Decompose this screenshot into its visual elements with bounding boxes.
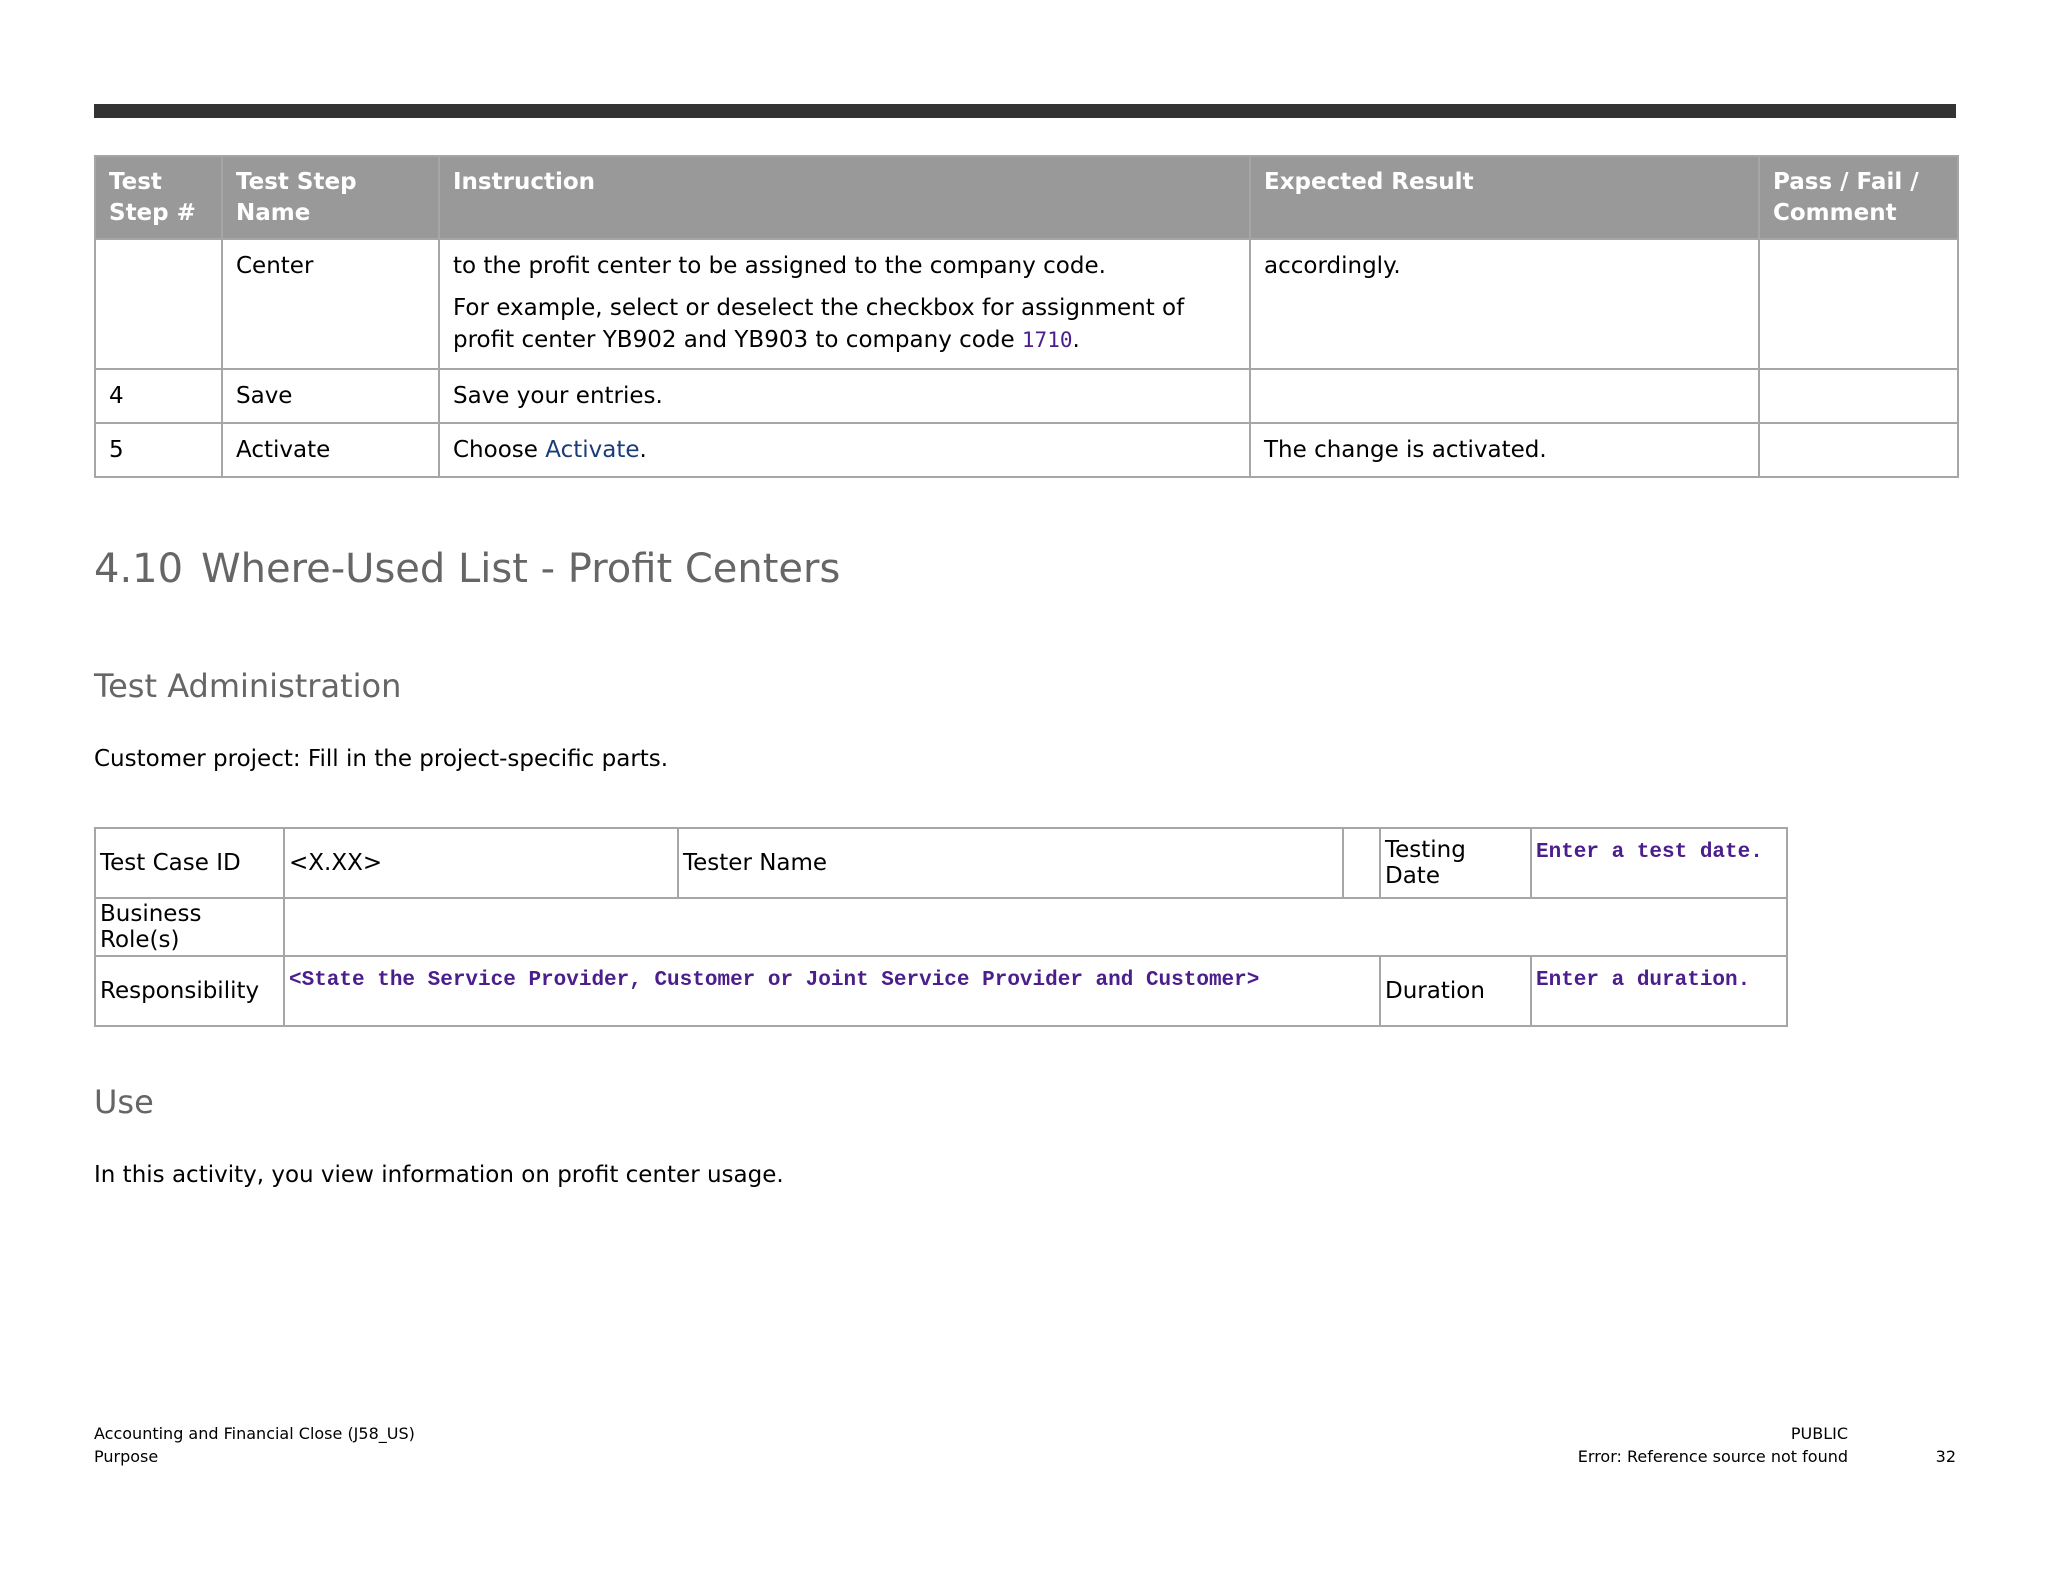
tester-name-label: Tester Name — [678, 828, 1343, 898]
table-row — [95, 239, 1958, 369]
responsibility-label: Responsibility — [95, 956, 284, 1026]
activate-link[interactable]: Activate — [545, 437, 640, 463]
step-instruction: Save your entries. — [439, 369, 1250, 423]
step-name: Center — [222, 239, 439, 369]
tester-name-value[interactable] — [1343, 828, 1380, 898]
responsibility-value[interactable]: <State the Service Provider, Customer or Joint Service Provider and Customer> — [284, 956, 1380, 1026]
instruction-text: to the profit center to be assigned to the company code. — [453, 253, 1106, 279]
section-number: 4.10 — [94, 546, 184, 592]
duration-label: Duration — [1380, 956, 1531, 1026]
header-rule — [94, 104, 1956, 118]
col-header-expected: Expected Result — [1250, 156, 1759, 239]
col-header-comment: Pass / Fail / Comment — [1759, 156, 1958, 239]
step-expected-result: accordingly. — [1250, 239, 1759, 369]
footer-chapter: Purpose — [94, 1447, 159, 1466]
test-case-id-value[interactable]: <X.XX> — [284, 828, 678, 898]
business-roles-value[interactable] — [284, 898, 1787, 956]
table-row — [95, 828, 1787, 898]
use-description: In this activity, you view information on profit center usage. — [94, 1162, 784, 1188]
instruction-text: For example, select or deselect the checkbox for assignment of profit center YB902 and YB903 to company code 1710. — [453, 295, 1185, 353]
step-expected-result: The change is activated. — [1250, 423, 1759, 477]
step-comment[interactable] — [1759, 239, 1958, 369]
step-comment[interactable] — [1759, 423, 1958, 477]
business-roles-label: Business Role(s) — [95, 898, 284, 956]
company-code: 1710 — [1021, 328, 1073, 352]
testing-date-label: Testing Date — [1380, 828, 1531, 898]
section-title: Where-Used List - Profit Centers — [201, 546, 841, 592]
footer-doc-title: Accounting and Financial Close (J58_US) — [94, 1424, 415, 1443]
step-expected-result — [1250, 369, 1759, 423]
step-number: 4 — [95, 369, 222, 423]
step-name: Save — [222, 369, 439, 423]
step-instruction — [439, 239, 1250, 369]
step-number — [95, 239, 222, 369]
footer-classification: PUBLIC — [1790, 1424, 1848, 1443]
use-heading: Use — [94, 1083, 154, 1121]
step-name: Activate — [222, 423, 439, 477]
test-steps-table — [94, 155, 1959, 478]
footer-right — [1578, 1422, 1848, 1468]
table-row — [95, 956, 1787, 1026]
footer-left — [94, 1422, 415, 1468]
table-row — [95, 423, 1958, 477]
testing-date-value[interactable]: Enter a test date. — [1531, 828, 1787, 898]
duration-value[interactable]: Enter a duration. — [1531, 956, 1787, 1026]
test-administration-heading: Test Administration — [94, 667, 402, 705]
page-number: 32 — [1935, 1447, 1956, 1466]
customer-project-note: Customer project: Fill in the project-specific parts. — [94, 746, 669, 772]
table-header-row — [95, 156, 1958, 239]
test-administration-table — [94, 827, 1788, 1027]
col-header-step: Test Step # — [95, 156, 222, 239]
step-instruction: Choose Activate. — [439, 423, 1250, 477]
table-row — [95, 898, 1787, 956]
test-case-id-label: Test Case ID — [95, 828, 284, 898]
step-comment[interactable] — [1759, 369, 1958, 423]
col-header-name: Test Step Name — [222, 156, 439, 239]
col-header-instruction: Instruction — [439, 156, 1250, 239]
footer-reference: Error: Reference source not found — [1577, 1447, 1848, 1466]
section-heading — [94, 546, 840, 592]
table-row — [95, 369, 1958, 423]
step-number: 5 — [95, 423, 222, 477]
